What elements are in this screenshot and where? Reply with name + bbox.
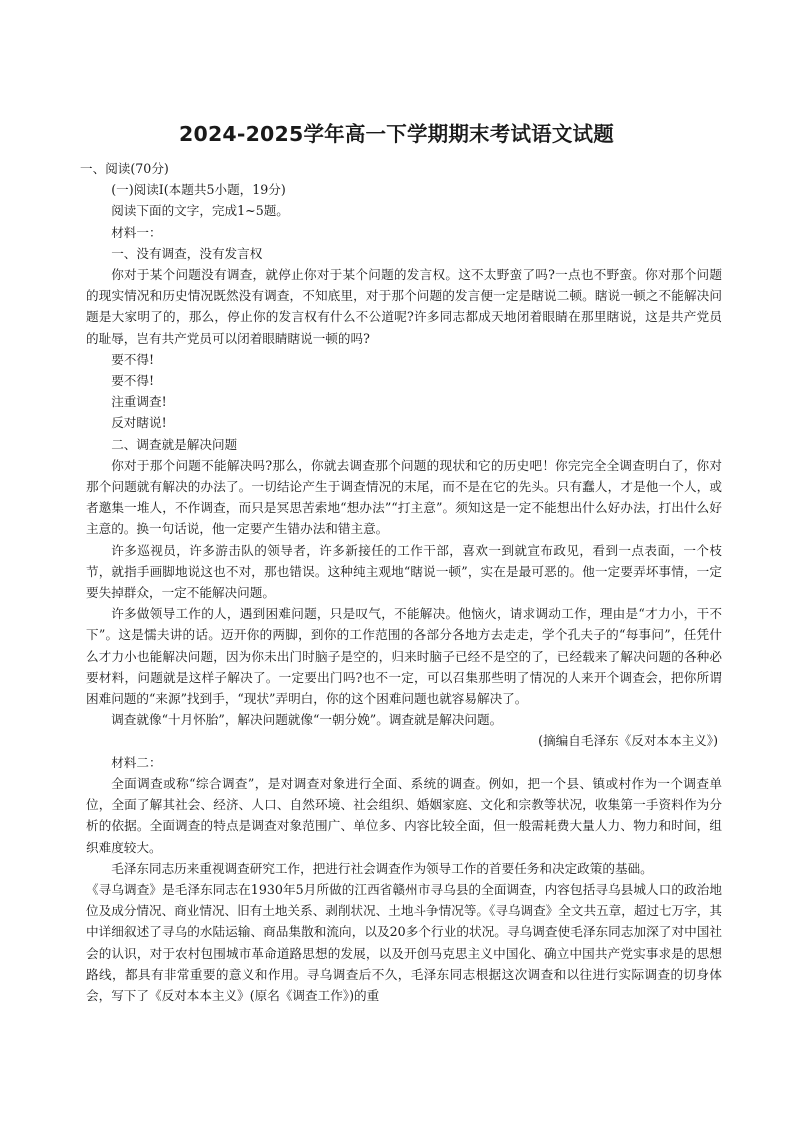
short-line: 注重调查! — [111, 394, 167, 410]
section-heading: 一、阅读(70分) — [80, 161, 169, 176]
instruction-text: 阅读下面的文字，完成1~5题。 — [111, 203, 289, 219]
page-title: 2024-2025学年高一下学期期末考试语文试题 — [179, 122, 614, 146]
paragraph: 你对于那个问题不能解决吗?那么，你就去调查那个问题的现状和它的历史吧！你完完全全调查明白了，你对那个问题就有解决的办法了。一切结论产生于调查情况的末尾，而不是在它的先头。只有蠢人，才是他一个人，或者邀集一堆人，不作调查，而只是冥思苦索地“想办法”“打主意”。须知这是一定不能想出什么好办法，打出什么好主意的。换一句话说，他一定要产生错办法和错主意。 — [86, 457, 722, 537]
source-citation: (摘编自毛泽东《反对本本主义》) — [538, 733, 718, 749]
paragraph: 许多巡视员，许多游击队的领导者，许多新接任的工作干部，喜欢一到就宣布政见，看到一点表面，一个枝节，就指手画脚地说这也不对，那也错误。这种纯主观地“瞎说一顿”，实在是最可恶的。他一定要弄坏事情，一定要失掉群众，一定不能解决问题。 — [86, 542, 722, 601]
paragraph: 你对于某个问题没有调查，就停止你对于某个问题的发言权。这不太野蛮了吗?一点也不野蛮。你对那个问题的现实情况和历史情况既然没有调查，不知底里，对于那个问题的发言便一定是瞎说二顿。瞎说一顿之不能解决问题是大家明了的，那么，停止你的发言权有什么不公道呢?许多同志都成天地闭着眼睛在那里瞎说，这是共产党员的耻辱，岂有共产党员可以闭着眼睛瞎说一顿的吗? — [86, 267, 722, 346]
subheading: 二、调查就是解决问题 — [111, 436, 238, 452]
paragraph: 《寻乌调查》是毛泽东同志在1930年5月所做的江西省赣州市寻乌县的全面调查，内容包括寻乌县城人口的政治地位及成分情况、商业情况、旧有土地关系、剥削状况、土地斗争情况等。《寻乌调查》全文共五章，超过七万字，其中详细叙述了寻乌的水陆运输、商品集散和流向，以及20多个行业的状况。寻乌调查使毛泽东同志加深了对中国社会的认识，对于农村包围城市革命道路思想的发展，以及开创马克思主义中国化、确立中国共产党实事求是的思想路线，都具有非常重要的意义和作用。寻乌调查后不久，毛泽东同志根据这次调查和以往进行实际调查的切身体会，写下了《反对本本主义》(原名《调查工作》)的重 — [86, 881, 722, 1003]
material-label: 材料二： — [111, 754, 162, 770]
short-line: 反对瞎说! — [111, 415, 167, 431]
material-label: 材料一： — [111, 224, 162, 240]
exam-body — [80, 158, 722, 1006]
subheading: 一、没有调查，没有发言权 — [111, 245, 263, 261]
paragraph: 调查就像“十月怀胎”，解决问题就像“一朝分娩”。调查就是解决问题。 — [111, 712, 503, 728]
paragraph: 许多做领导工作的人，遇到困难问题，只是叹气，不能解决。他恼火，请求调动工作，理由是“才力小，干不下”。这是懦夫讲的话。迈开你的两脚，到你的工作范围的各部分各地方去走走，学个孔夫子的“每事问”，任凭什么才力小也能解决问题，因为你未出门时脑子是空的，归来时脑子已经不是空的了，已经载来了解决问题的各种必要材料，问题就是这样子解决了。一定要出门吗?也不一定，可以召集那些明了情况的人来开个调查会，把你所谓困难问题的“来源”找到手，“现状”弄明白，你的这个困难问题也就容易解决了。 — [86, 606, 722, 707]
short-line: 要不得! — [111, 351, 155, 367]
paragraph: 全面调查或称“综合调查”，是对调查对象进行全面、系统的调查。例如，把一个县、镇或村作为一个调查单位，全面了解其社会、经济、人口、自然环境、社会组织、婚姻家庭、文化和宗教等状况，收集第一手资料作为分析的依据。全面调查的特点是调查对象范围广、单位多、内容比较全面，但一般需耗费大量人力、物力和时间，组织难度较大。 — [86, 775, 722, 855]
part-heading: (一)阅读Ⅰ(本题共5小题，19分) — [111, 182, 286, 198]
paragraph: 毛泽东同志历来重视调查研究工作，把进行社会调查作为领导工作的首要任务和决定政策的基础。 — [111, 860, 653, 876]
short-line: 要不得! — [111, 373, 155, 389]
